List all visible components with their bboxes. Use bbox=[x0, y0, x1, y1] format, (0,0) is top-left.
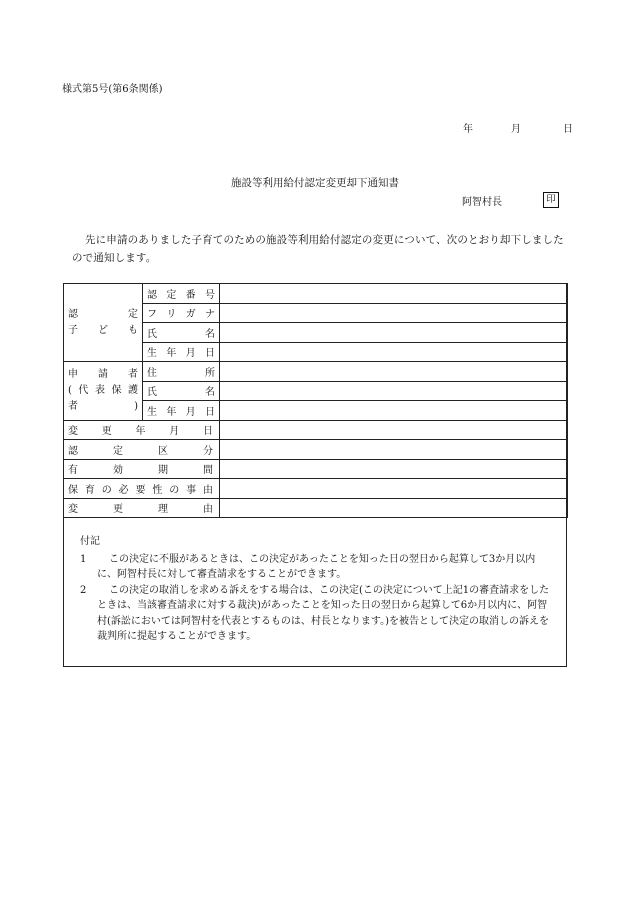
applicant-group-label-line1: 申 請 者 bbox=[68, 368, 138, 380]
applicant-field-value[interactable] bbox=[220, 362, 568, 382]
form-box bbox=[63, 283, 567, 667]
applicant-group-label-line2: ( 代 表 保 護 bbox=[68, 384, 138, 396]
date-day-label: 日 bbox=[563, 124, 573, 135]
applicant-field-label bbox=[143, 381, 220, 401]
notes-section bbox=[80, 534, 552, 645]
applicant-field-label bbox=[143, 401, 220, 421]
row-label-text: 有 効 期 間 bbox=[68, 465, 213, 477]
child-field-label-text: 認 定 番 号 bbox=[147, 289, 215, 301]
applicant-field-label-text: 住 所 bbox=[147, 367, 215, 379]
document-title: 施設等利用給付認定変更却下通知書 bbox=[231, 177, 399, 189]
child-group-label-line2: 子 ど も bbox=[68, 324, 138, 336]
child-field-label-text: 生 年 月 日 bbox=[147, 348, 215, 360]
body-text: 先に申請のありました子育てのための施設等利用給付認定の変更について、次のとおり却下しましたので通知します。 bbox=[72, 234, 564, 264]
row-label-text: 変 更 理 由 bbox=[68, 504, 213, 516]
applicant-group-label bbox=[64, 362, 143, 421]
table-row bbox=[64, 362, 568, 382]
note-text: この決定に不服があるときは、この決定があったことを知った日の翌日から起算して3か月以内に、阿智村長に対して審査請求をすることができます。 bbox=[97, 553, 536, 580]
row-label bbox=[64, 479, 220, 499]
applicant-field-label-text: 氏 名 bbox=[147, 387, 215, 399]
row-value[interactable] bbox=[220, 459, 568, 479]
applicant-field-value[interactable] bbox=[220, 401, 568, 421]
child-group-label-line1: 認 定 bbox=[68, 308, 138, 320]
child-field-value[interactable] bbox=[220, 284, 568, 304]
row-value[interactable] bbox=[220, 420, 568, 440]
notes-list bbox=[80, 552, 552, 645]
table-row bbox=[64, 420, 568, 440]
date-line bbox=[463, 120, 573, 135]
child-group-label bbox=[64, 284, 143, 362]
row-value[interactable] bbox=[220, 440, 568, 460]
row-label bbox=[64, 459, 220, 479]
child-field-label bbox=[143, 284, 220, 304]
child-field-value[interactable] bbox=[220, 323, 568, 343]
row-label-text: 変 更 年 月 日 bbox=[68, 426, 213, 438]
note-number: 1 bbox=[80, 553, 87, 565]
child-field-value[interactable] bbox=[220, 303, 568, 323]
applicant-field-label-text: 生 年 月 日 bbox=[147, 406, 215, 418]
row-value[interactable] bbox=[220, 498, 568, 518]
table-row bbox=[64, 498, 568, 518]
note-number: 2 bbox=[80, 584, 87, 596]
note-item bbox=[80, 583, 552, 645]
child-field-label bbox=[143, 303, 220, 323]
row-label bbox=[64, 498, 220, 518]
issuer-name: 阿智村長 bbox=[462, 197, 502, 208]
child-field-value[interactable] bbox=[220, 342, 568, 362]
applicant-group-label-line3: 者 ) bbox=[68, 400, 138, 412]
row-label bbox=[64, 420, 220, 440]
seal-stamp: 印 bbox=[543, 192, 559, 208]
row-value[interactable] bbox=[220, 479, 568, 499]
applicant-field-label bbox=[143, 362, 220, 382]
table-row bbox=[64, 459, 568, 479]
date-year-label: 年 bbox=[463, 124, 473, 135]
note-text: この決定の取消しを求める訴えをする場合は、この決定(この決定について上記1の審査請求をしたときは、当該審査請求に対する裁決)があったことを知った日の翌日から起算して6か月以内に、阿智村(訴訟においては阿智村を代表とするものは、村長となります。)を被告として決定の取消しの訴えを裁判所に提起することができます。 bbox=[97, 584, 550, 642]
applicant-field-value[interactable] bbox=[220, 381, 568, 401]
table-row bbox=[64, 284, 568, 304]
child-field-label-text: フ リ ガ ナ bbox=[147, 309, 215, 321]
form-number: 様式第5号(第6条関係) bbox=[62, 84, 163, 95]
child-field-label bbox=[143, 323, 220, 343]
child-field-label bbox=[143, 342, 220, 362]
date-month-label: 月 bbox=[511, 124, 521, 135]
notes-heading: 付記 bbox=[80, 536, 100, 547]
row-label-text: 認 定 区 分 bbox=[68, 445, 213, 457]
row-label bbox=[64, 440, 220, 460]
table-row bbox=[64, 440, 568, 460]
child-field-label-text: 氏 名 bbox=[147, 328, 215, 340]
note-item bbox=[80, 552, 552, 583]
info-table bbox=[63, 283, 568, 518]
row-label-text: 保 育 の 必 要 性 の 事 由 bbox=[68, 484, 213, 496]
table-row bbox=[64, 479, 568, 499]
